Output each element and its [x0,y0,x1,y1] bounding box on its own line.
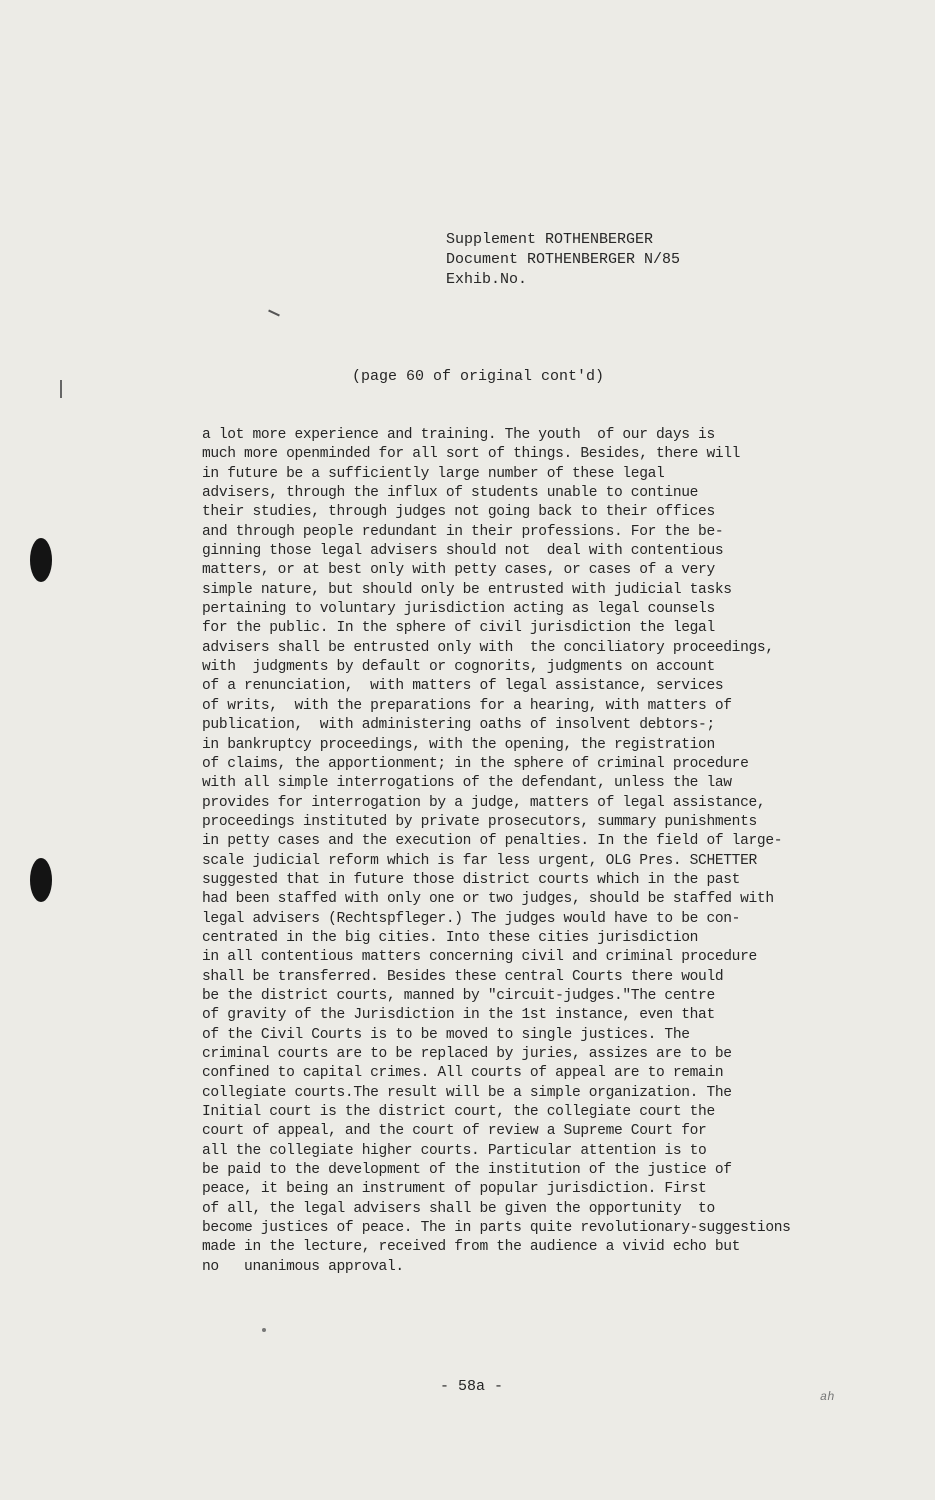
body-text [202,426,902,1277]
body-line: scale judicial reform which is far less urgent, OLG Pres. SCHETTER [202,852,757,869]
body-line: legal advisers (Rechtspfleger.) The judges would have to be con- [202,910,741,927]
body-line: become justices of peace. The in parts quite revolutionary-suggestions [202,1220,791,1237]
body-line: pertaining to voluntary jurisdiction acting as legal counsels [202,601,715,618]
body-line: of a renunciation, with matters of legal assistance, services [202,678,724,695]
body-line: of the Civil Courts is to be moved to single justices. The [202,1026,690,1043]
body-line: in all contentious matters concerning civil and criminal procedure [202,949,757,966]
body-line: made in the lecture, received from the audience a vivid echo but [202,1239,741,1256]
body-line: centrated in the big cities. Into these cities jurisdiction [202,929,699,946]
body-line: with judgments by default or cognorits, judgments on account [202,659,715,676]
body-line: shall be transferred. Besides these central Courts there would [202,968,724,985]
body-line: for the public. In the sphere of civil jurisdiction the legal [202,620,715,637]
body-line: much more openminded for all sort of things. Besides, there will [202,446,741,463]
page-reference: (page 60 of original cont'd) [352,368,605,385]
page-number: - 58a - [440,1378,504,1395]
body-line: in petty cases and the execution of penalties. In the field of large- [202,833,783,850]
header-document-number: Document ROTHENBERGER N/85 [446,251,681,268]
body-line: publication, with administering oaths of insolvent debtors-; [202,717,715,734]
body-line: provides for interrogation by a judge, matters of legal assistance, [202,794,766,811]
body-line: no unanimous approval. [202,1258,404,1275]
body-line: of writs, with the preparations for a hearing, with matters of [202,697,732,714]
punch-hole-bottom [30,858,52,902]
body-line: suggested that in future those district courts which in the past [202,871,741,888]
body-line: be the district courts, manned by "circuit-judges."The centre [202,987,715,1004]
body-line: all the collegiate higher courts. Particular attention is to [202,1142,707,1159]
body-line: proceedings instituted by private prosecutors, summary punishments [202,813,757,830]
body-line: criminal courts are to be replaced by juries, assizes are to be [202,1046,732,1062]
body-line: their studies, through judges not going back to their offices [202,504,715,521]
body-line: in future be a sufficiently large number of these legal [202,465,665,482]
stray-mark [268,310,280,317]
body-line: matters, or at best only with petty cases, or cases of a very [202,562,715,579]
body-line: ginning those legal advisers should not deal with contentious [202,543,724,560]
body-line: and through people redundant in their professions. For the be- [202,523,724,540]
body-line: Initial court is the district court, the collegiate court the [202,1104,715,1121]
body-line: court of appeal, and the court of review a Supreme Court for [202,1123,707,1140]
body-line: collegiate courts.The result will be a simple organization. The [202,1084,732,1101]
body-line: in bankruptcy proceedings, with the opening, the registration [202,736,715,753]
body-line: advisers shall be entrusted only with the conciliatory proceedings, [202,639,774,656]
header-supplement: Supplement ROTHENBERGER [446,231,654,248]
initials: ah [820,1390,835,1404]
body-line: of all, the legal advisers shall be given the opportunity to [202,1200,715,1217]
body-line: advisers, through the influx of students unable to continue [202,485,699,502]
punch-hole-top [30,538,52,582]
body-line: simple nature, but should only be entrusted with judicial tasks [202,581,732,598]
body-line: with all simple interrogations of the defendant, unless the law [202,775,732,792]
document-header [446,230,680,290]
body-line: confined to capital crimes. All courts of appeal are to remain [202,1065,724,1082]
body-line: peace, it being an instrument of popular jurisdiction. First [202,1181,707,1198]
margin-mark [60,380,62,398]
body-line: a lot more experience and training. The youth of our days is [202,427,715,443]
body-line: of gravity of the Jurisdiction in the 1st instance, even that [202,1007,715,1024]
body-line: be paid to the development of the institution of the justice of [202,1162,732,1179]
body-line: had been staffed with only one or two judges, should be staffed with [202,891,774,908]
header-exhibit-number: Exhib.No. [446,271,528,288]
body-line: of claims, the apportionment; in the sphere of criminal procedure [202,755,749,772]
stray-dot [262,1328,266,1332]
